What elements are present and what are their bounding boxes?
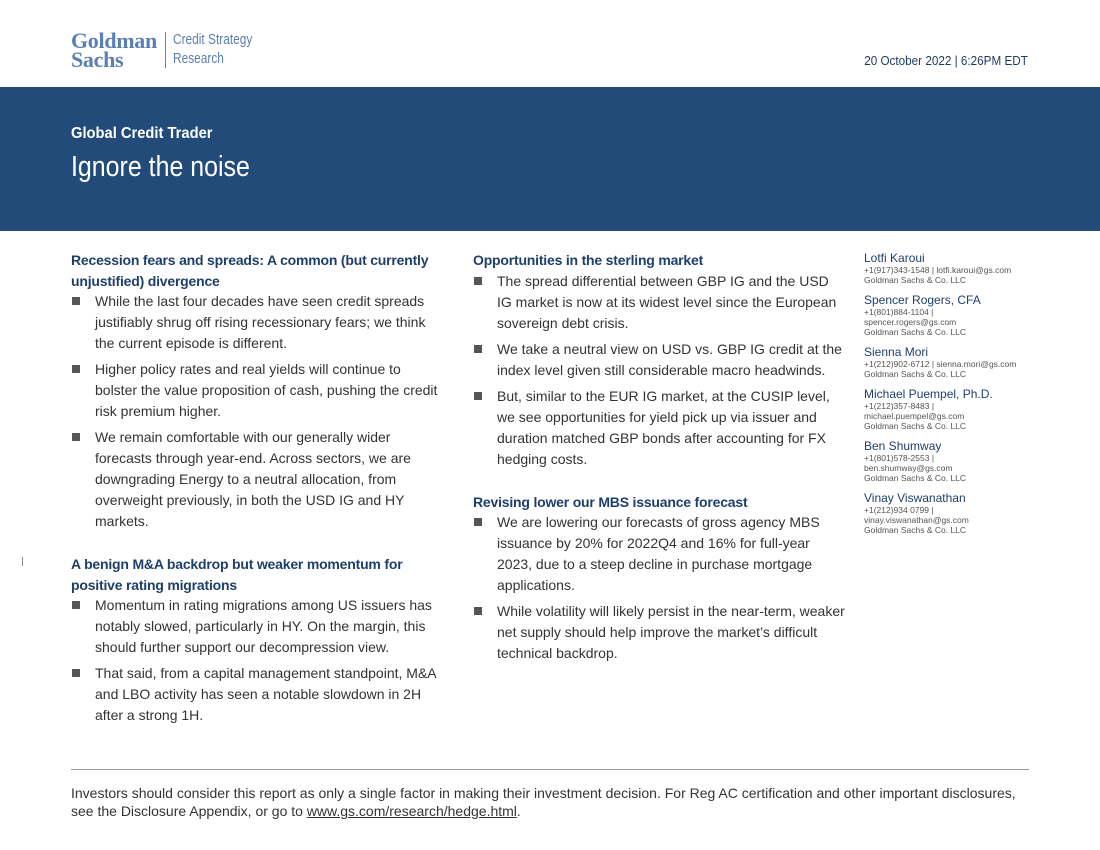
margin-tick-mark [22,557,23,566]
author-firm: Goldman Sachs & Co. LLC [864,421,967,431]
square-bullet-icon [474,607,482,615]
author-entry [864,388,1064,431]
bullet-item [473,339,845,381]
bullet-item [71,663,443,726]
section-heading: Revising lower our MBS issuance forecast [473,493,748,510]
author-name: Ben Shumway [864,439,942,453]
disclosure-footer [71,784,1029,820]
square-bullet-icon [72,297,80,305]
square-bullet-icon [474,345,482,353]
series-name: Global Credit Trader [71,125,213,142]
bullet-list [71,291,443,532]
left-column [71,250,443,748]
logo-wordmark [71,28,157,72]
bullet-item [71,427,443,532]
bullet-text: But, similar to the EUR IG market, at the CUSIP level, we see opportunities for yield pick up via issuer and duration matched GBP bonds after accounting for FX hedging costs. [497,387,830,467]
title-banner [0,87,1100,231]
division-name [173,31,252,69]
square-bullet-icon [474,392,482,400]
bullet-item [71,291,443,354]
section-recession-fears [71,250,443,532]
bullet-text: That said, from a capital management standpoint, M&A and LBO activity has seen a notable slowdown in 2H after a strong 1H. [95,665,436,723]
bullet-list [71,595,443,726]
bullet-text: The spread differential between GBP IG and the USD IG market is now at its widest level since the European sovereign debt crisis. [497,272,837,331]
square-bullet-icon [72,365,80,373]
author-list [864,252,1064,544]
section-ma-backdrop [71,554,443,726]
author-name: Michael Puempel, Ph.D. [864,387,993,401]
bullet-text: We are lowering our forecasts of gross agency MBS issuance by 20% for 2022Q4 and 16% for full-year 2023, due to a steep decline in purchase mortgage applications. [497,514,820,593]
bullet-text: While volatility will likely persist in the near-term, weaker net supply should help improve the market’s difficult technical backdrop. [497,603,845,661]
author-firm: Goldman Sachs & Co. LLC [864,369,967,379]
author-entry [864,492,1064,535]
logo-divider [165,32,166,68]
bullet-item [473,271,845,334]
middle-column [473,250,845,686]
footer-text: Investors should consider this report as only a single factor in making their investment decision. For Reg AC certification and other important disclosures, see the Disclosure Appendix, or go to [71,785,1016,819]
section-heading: Recession fears and spreads: A common (but currently unjustified) divergence [71,252,429,289]
bullet-text: We take a neutral view on USD vs. GBP IG credit at the index level given still considerable macro headwinds. [497,340,842,378]
author-firm: Goldman Sachs & Co. LLC [864,525,967,535]
author-email[interactable]: ben.shumway@gs.com [864,463,953,473]
author-phone: +1(212)934 0799 | [864,505,934,515]
author-email[interactable]: spencer.rogers@gs.com [864,317,957,327]
footer-text-end: . [516,803,521,819]
author-entry [864,252,1064,285]
logo-line-2: Sachs [71,47,124,72]
square-bullet-icon [474,277,482,285]
author-phone: +1(801)578-2553 | [864,453,935,463]
author-entry [864,440,1064,483]
author-email[interactable]: vinay.viswanathan@gs.com [864,515,969,525]
section-heading: A benign M&A backdrop but weaker momentum for positive rating migrations [71,556,403,593]
author-entry [864,294,1064,337]
logo-line-1: Goldman [71,28,157,53]
bullet-list [473,271,845,470]
author-contact[interactable]: +1(212)902-6712 | sienna.mori@gs.com [864,359,1017,369]
author-phone: +1(212)357-8483 | [864,401,935,411]
author-firm: Goldman Sachs & Co. LLC [864,473,967,483]
bullet-list [473,512,845,664]
section-heading: Opportunities in the sterling market [473,252,704,268]
disclosure-link[interactable]: www.gs.com/research/hedge.html [306,803,517,819]
bullet-text: While the last four decades have seen credit spreads justifiably shrug off rising recessionary fears; we think the current episode is different. [95,293,426,351]
footer-divider [71,769,1029,770]
bullet-item [71,595,443,658]
author-name: Sienna Mori [864,345,929,359]
author-firm: Goldman Sachs & Co. LLC [864,327,967,337]
division-line-2: Research [172,51,224,67]
author-firm: Goldman Sachs & Co. LLC [864,275,967,285]
author-name: Vinay Viswanathan [864,491,966,505]
square-bullet-icon [72,433,80,441]
bullet-item [473,601,845,664]
bullet-item [473,512,845,596]
section-mbs-issuance [473,492,845,665]
square-bullet-icon [474,518,482,526]
section-sterling-market [473,250,845,470]
author-email[interactable]: michael.puempel@gs.com [864,411,965,421]
bullet-text: Momentum in rating migrations among US issuers has notably slowed, particularly in HY. On the margin, this should further support our decompression view. [95,597,432,655]
report-title: Ignore the noise [71,151,250,183]
author-entry [864,346,1064,379]
author-contact[interactable]: +1(917)343-1548 | lotfi.karoui@gs.com [864,265,1012,275]
bullet-text: Higher policy rates and real yields will continue to bolster the value proposition of cash, pushing the credit risk premium higher. [95,361,438,419]
division-line-1: Credit Strategy [172,32,253,48]
square-bullet-icon [72,601,80,609]
bullet-item [473,386,845,470]
author-name: Lotfi Karoui [864,251,925,265]
bullet-text: We remain comfortable with our generally wider forecasts through year-end. Across sectors, we are downgrading Energy to a neutral allocation, from overweight previously, in both the USD IG and HY markets. [95,429,411,529]
bullet-item [71,359,443,422]
report-dateline: 20 October 2022 | 6:26PM EDT [864,53,1028,68]
goldman-sachs-logo [71,28,270,72]
author-name: Spencer Rogers, CFA [864,293,981,307]
author-phone: +1(801)884-1104 | [864,307,934,317]
square-bullet-icon [72,669,80,677]
